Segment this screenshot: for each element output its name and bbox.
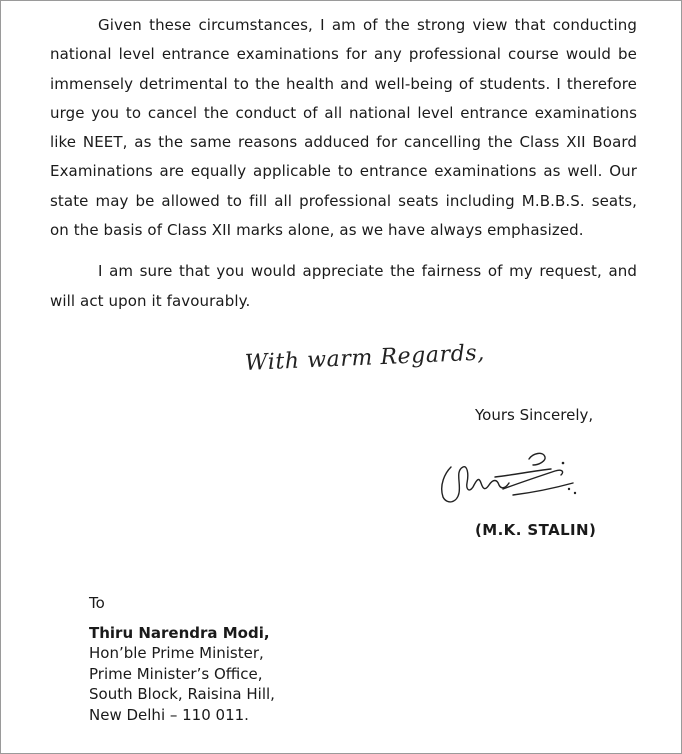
address-line: South Block, Raisina Hill,	[89, 685, 275, 703]
to-label: To	[89, 594, 105, 612]
closing-text: Yours Sincerely,	[475, 406, 594, 424]
recipient-name: Thiru Narendra Modi,	[89, 623, 270, 642]
body-paragraph-2: I am sure that you would appreciate the fairness of my request, and will act upon it favourably.	[50, 262, 637, 310]
body-paragraph-1: Given these circumstances, I am of the strong view that conducting national level entrance examinations for any professional course would be immensely detrimental to the health and well-being of students. I therefore urge you to cancel the conduct of all national level entrance examinations like NEET, as the same reasons adduced for cancelling the Class XII Board Examinations are equally applicable to entrance examinations as well. Our state may be allowed to fill all professional seats including M.B.B.S. seats, on the basis of Class XII marks alone, as we have always emphasized.	[50, 16, 637, 240]
address-line: Prime Minister’s Office,	[89, 664, 263, 683]
sender-name: (M.K. STALIN)	[475, 521, 597, 539]
signature-icon	[433, 449, 593, 511]
letter-body	[50, 11, 637, 316]
address-line: Hon’ble Prime Minister,	[89, 644, 264, 662]
recipient-address	[89, 593, 275, 725]
handwritten-regards: With warm Regards,	[244, 340, 486, 376]
address-line: New Delhi – 110 011.	[89, 705, 249, 724]
